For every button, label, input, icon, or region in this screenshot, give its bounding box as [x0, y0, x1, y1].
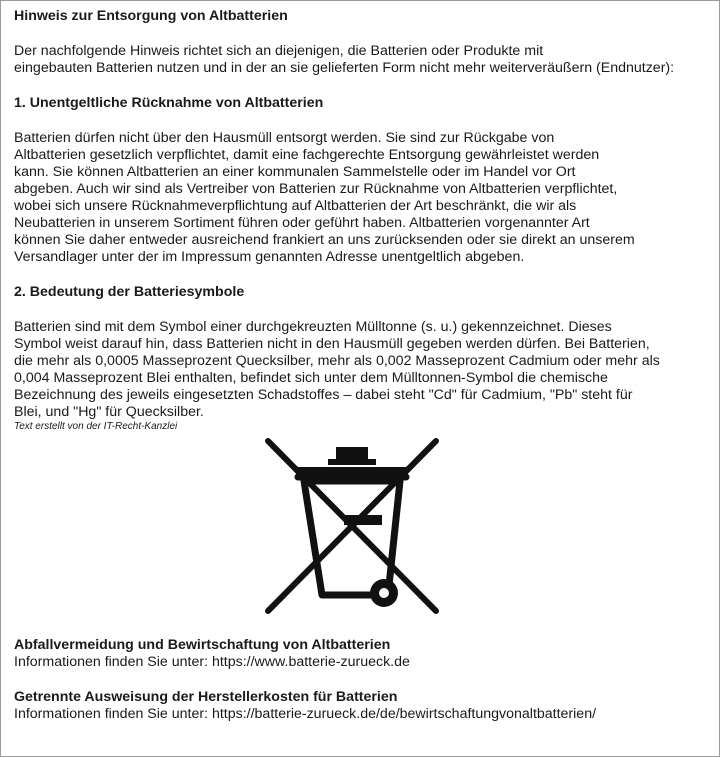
section3-text: Informationen finden Sie unter: https://www.batterie-zurueck.de	[14, 654, 410, 670]
text-credit: Text erstellt von der IT-Recht-Kanzlei	[14, 421, 178, 432]
section1-line: Versandlager unter der im Impressum genannten Adresse unentgeltlich abgeben.	[14, 249, 525, 265]
section1-line: wobei sich unsere Rücknahmeverpflichtung auf Altbatterien der Art beschränkt, die wir als	[14, 198, 577, 214]
section2-heading: 2. Bedeutung der Batteriesymbole	[14, 284, 245, 300]
document-title: Hinweis zur Entsorgung von Altbatterien	[14, 8, 288, 24]
section2-line: Batterien sind mit dem Symbol einer durchgekreuzten Mülltonne (s. u.) gekennzeichnet. Dieses	[14, 319, 612, 335]
section2-line: Bezeichnung des jeweils eingesetzten Schadstoffes – dabei steht "Cd" für Cadmium, "Pb" steht für	[14, 387, 633, 403]
section1-line: Batterien dürfen nicht über den Hausmüll entsorgt werden. Sie sind zur Rückgabe von	[14, 130, 555, 146]
section2-line: Blei, und "Hg" für Quecksilber.	[14, 404, 204, 420]
section1-line: abgeben. Auch wir sind als Vertreiber von Batterien zur Rücknahme von Altbatterien verpflichtet,	[14, 181, 618, 197]
section1-line: kann. Sie können Altbatterien an einer kommunalen Sammelstelle oder im Handel vor Ort	[14, 164, 576, 180]
section4-text: Informationen finden Sie unter: https://batterie-zurueck.de/de/bewirtschaftungvonaltbatterien/	[14, 706, 597, 722]
section1-line: Neubatterien in unserem Sortiment führen oder geführt haben. Altbatterien vorgenannter Art	[14, 215, 590, 231]
section3-heading: Abfallvermeidung und Bewirtschaftung von Altbatterien	[14, 637, 391, 653]
section2-paragraph	[14, 319, 719, 421]
intro-line: eingebauten Batterien nutzen und in der an sie gelieferten Form nicht mehr weiterveräußern (Endnutzer):	[14, 60, 675, 76]
section2-line: Symbol weist darauf hin, dass Batterien nicht in den Hausmüll gegeben werden dürfen. Bei Batterien,	[14, 336, 650, 352]
section4-heading: Getrennte Ausweisung der Herstellerkosten für Batterien	[14, 689, 398, 705]
section1-heading: 1. Unentgeltliche Rücknahme von Altbatterien	[14, 95, 324, 111]
section2-line: die mehr als 0,0005 Masseprozent Quecksilber, mehr als 0,002 Masseprozent Cadmium oder mehr als	[14, 353, 660, 369]
intro-paragraph	[14, 43, 719, 77]
section1-line: können Sie daher entweder ausreichend frankiert an uns zurücksenden oder sie direkt an unserem	[14, 232, 635, 248]
crossed-out-wheelie-bin-icon	[252, 433, 452, 621]
section2-line: 0,004 Masseprozent Blei enthalten, befindet sich unter dem Mülltonnen-Symbol die chemische	[14, 370, 608, 386]
section1-line: Altbatterien gesetzlich verpflichtet, damit eine fachgerechte Entsorgung gewährleistet werden	[14, 147, 600, 163]
intro-line: Der nachfolgende Hinweis richtet sich an diejenigen, die Batterien oder Produkte mit	[14, 43, 544, 59]
section1-paragraph	[14, 130, 719, 266]
